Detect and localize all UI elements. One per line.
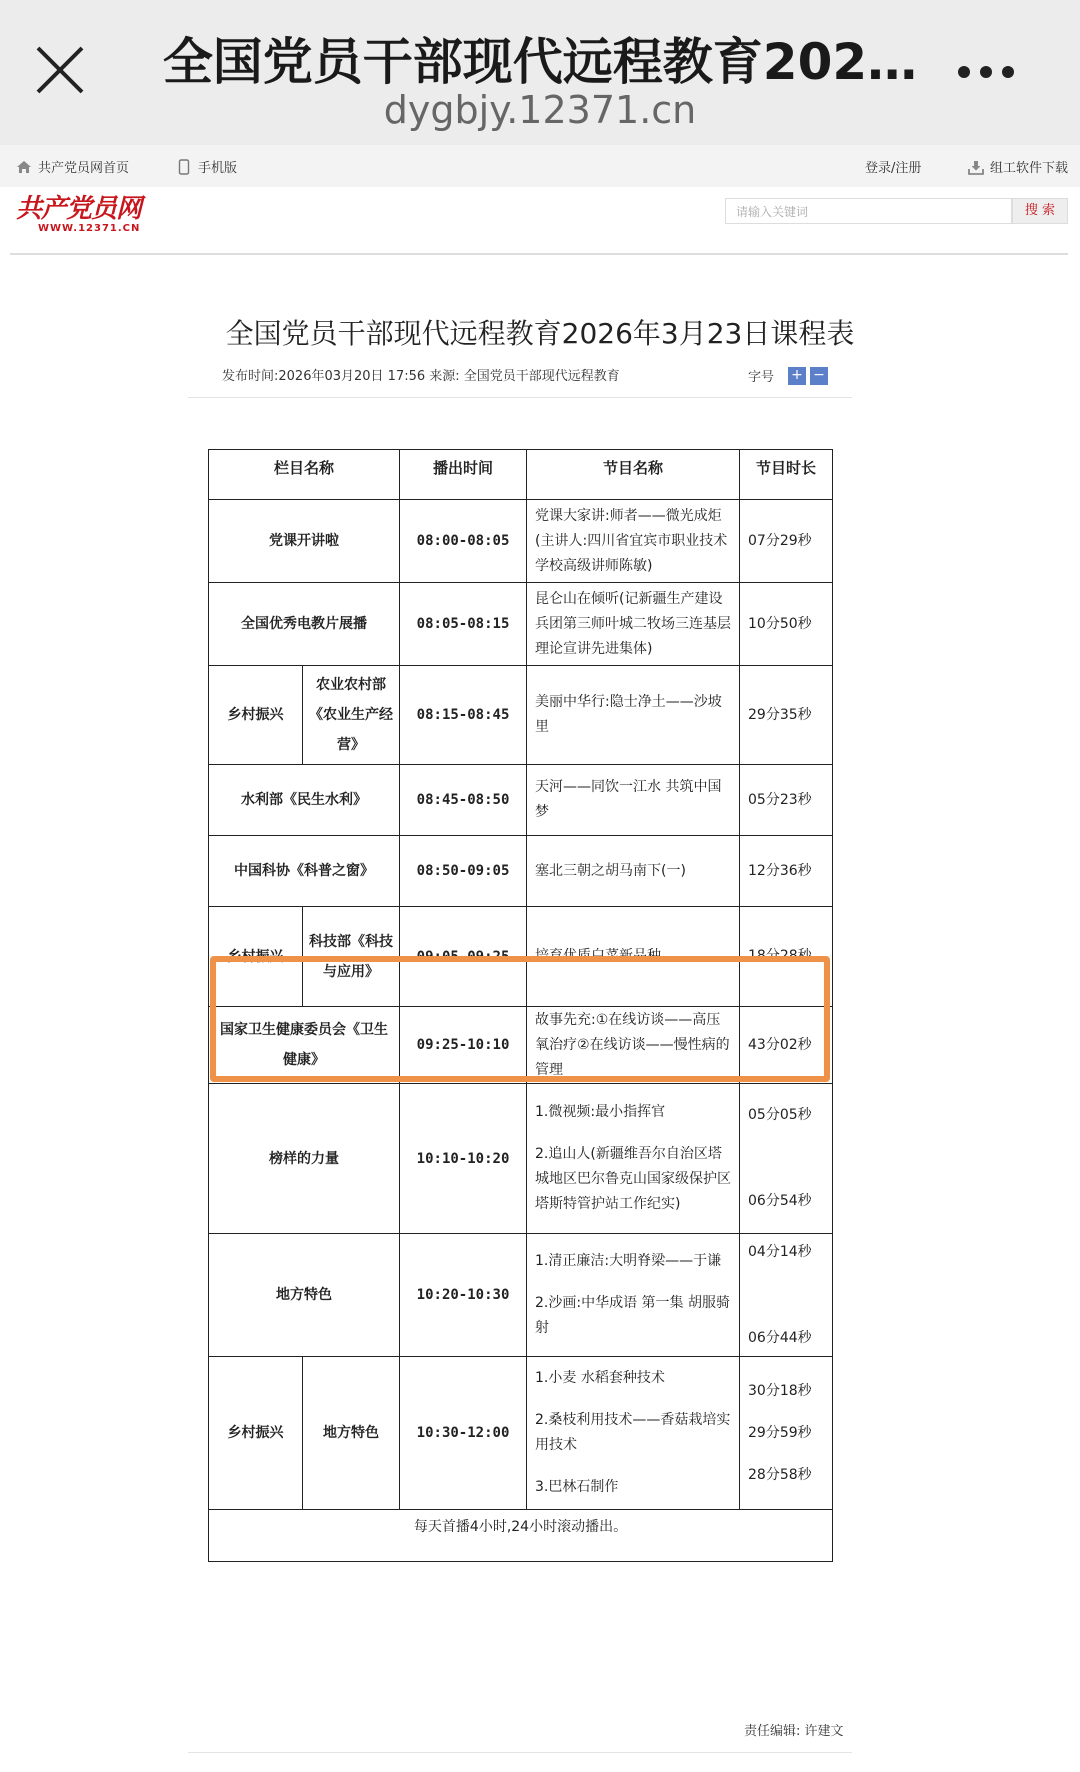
font-size-label: 字号	[748, 370, 775, 385]
responsible-editor: 责任编辑: 许建文	[744, 1724, 844, 1739]
site-logo[interactable]	[16, 195, 146, 240]
program-name-cell: 塞北三朝之胡马南下(一)	[527, 836, 740, 907]
duration-cell: 18分28秒	[740, 907, 833, 1007]
column-name-cell: 榜样的力量	[209, 1084, 400, 1234]
search-button[interactable]: 搜 索	[1012, 198, 1068, 224]
air-time-cell: 10:10-10:20	[400, 1084, 527, 1234]
category-cell: 乡村振兴	[209, 907, 303, 1007]
column-name-cell: 国家卫生健康委员会《卫生健康》	[209, 1007, 400, 1084]
browser-url: dygbjy.12371.cn	[383, 88, 697, 132]
air-time-cell: 09:05-09:25	[400, 907, 527, 1007]
duration-item: 05分05秒	[748, 1107, 812, 1123]
duration-cell	[740, 1357, 833, 1510]
phone-icon	[176, 159, 192, 175]
table-row	[209, 765, 833, 836]
footer-divider	[188, 1752, 852, 1753]
schedule-table	[208, 449, 833, 1562]
duration-cell: 43分02秒	[740, 1007, 833, 1084]
program-item: 2.桑枝利用技术——香菇栽培实用技术	[535, 1412, 731, 1453]
logo-text: 共产党员网	[16, 194, 142, 224]
table-row	[209, 500, 833, 583]
program-item: 1.清正廉洁:大明脊梁——于谦	[535, 1253, 722, 1269]
duration-item: 29分59秒	[748, 1424, 812, 1441]
program-name-cell: 党课大家讲:师者——微光成炬(主讲人:四川省宜宾市职业技术学校高级讲师陈敏)	[527, 500, 740, 583]
program-name-cell	[527, 1084, 740, 1234]
nav-login-link[interactable]	[865, 157, 921, 176]
program-name-cell: 故事先充:①在线访谈——高压氧治疗②在线访谈——慢性病的管理	[527, 1007, 740, 1084]
table-row	[209, 836, 833, 907]
air-time-cell: 08:45-08:50	[400, 765, 527, 836]
table-row	[209, 1007, 833, 1084]
table-footer-note: 每天首播4小时,24小时滚动播出。	[209, 1510, 833, 1562]
duration-item: 06分54秒	[748, 1193, 812, 1209]
table-row	[209, 1357, 833, 1510]
subcategory-cell: 农业农村部《农业生产经营》	[303, 666, 400, 765]
nav-login-label: 登录/注册	[865, 161, 922, 176]
font-size-control	[748, 366, 828, 385]
duration-item: 30分18秒	[748, 1382, 812, 1399]
program-name-cell	[527, 1357, 740, 1510]
duration-cell	[740, 1234, 833, 1357]
site-nav-bar	[0, 145, 1080, 187]
more-menu-icon[interactable]	[958, 52, 1048, 92]
browser-page-title: 全国党员干部现代远程教育202…	[162, 33, 918, 91]
duration-cell: 07分29秒	[740, 500, 833, 583]
header-air-time: 播出时间	[400, 450, 527, 500]
air-time-cell: 08:50-09:05	[400, 836, 527, 907]
subcategory-cell: 科技部《科技与应用》	[303, 907, 400, 1007]
program-item: 1.微视频:最小指挥官	[535, 1104, 666, 1120]
program-item: 3.巴林石制作	[535, 1479, 619, 1495]
article-meta: 发布时间:2026年03月20日 17:56 来源: 全国党员干部现代远程教育	[222, 369, 620, 384]
duration-cell: 10分50秒	[740, 583, 833, 666]
column-name-cell: 地方特色	[209, 1234, 400, 1357]
duration-cell: 29分35秒	[740, 666, 833, 765]
program-item: 2.追山人(新疆维吾尔自治区塔城地区巴尔鲁克山国家级保护区塔斯特管护站工作纪实)	[535, 1146, 732, 1212]
download-icon	[968, 159, 984, 175]
font-increase-button[interactable]: +	[788, 367, 806, 385]
table-footer-row	[209, 1510, 833, 1562]
logo-url: WWW.12371.CN	[38, 223, 141, 234]
table-row-highlighted	[209, 907, 833, 1007]
air-time-cell: 08:05-08:15	[400, 583, 527, 666]
program-item: 2.沙画:中华成语 第一集 胡服骑射	[535, 1295, 730, 1336]
table-row	[209, 1234, 833, 1357]
category-cell: 乡村振兴	[209, 666, 303, 765]
nav-mobile-label: 手机版	[198, 161, 238, 176]
program-name-cell: 美丽中华行:隐士净土——沙坡里	[527, 666, 740, 765]
air-time-cell: 10:20-10:30	[400, 1234, 527, 1357]
duration-item: 28分58秒	[748, 1466, 812, 1483]
table-header-row	[209, 450, 833, 500]
article-title: 全国党员干部现代远程教育2026年3月23日课程表	[225, 317, 855, 350]
subcategory-cell: 地方特色	[303, 1357, 400, 1510]
home-icon	[16, 159, 32, 175]
header-duration: 节目时长	[740, 450, 833, 500]
table-row	[209, 1084, 833, 1234]
close-icon[interactable]	[30, 40, 90, 100]
program-item: 1.小麦 水稻套种技术	[535, 1370, 665, 1386]
air-time-cell: 10:30-12:00	[400, 1357, 527, 1510]
air-time-cell: 08:15-08:45	[400, 666, 527, 765]
program-name-cell: 昆仑山在倾听(记新疆生产建设兵团第三师叶城二牧场三连基层理论宣讲先进集体)	[527, 583, 740, 666]
category-cell: 乡村振兴	[209, 1357, 303, 1510]
air-time-cell: 08:00-08:05	[400, 500, 527, 583]
nav-home-label: 共产党员网首页	[38, 161, 130, 176]
header-divider	[10, 253, 1068, 255]
duration-item: 04分14秒	[748, 1243, 812, 1260]
program-name-cell	[527, 1234, 740, 1357]
nav-home-link[interactable]	[16, 157, 129, 176]
duration-cell	[740, 1084, 833, 1234]
duration-item: 06分44秒	[748, 1329, 812, 1346]
nav-download-link[interactable]	[968, 157, 1068, 176]
program-name-cell: 天河——同饮一江水 共筑中国梦	[527, 765, 740, 836]
nav-download-label: 组工软件下载	[990, 161, 1069, 176]
nav-mobile-link[interactable]	[176, 157, 237, 176]
table-row	[209, 666, 833, 765]
browser-top-bar	[0, 0, 1080, 145]
article-divider	[188, 397, 852, 398]
search-input[interactable]: 请输入关键词	[725, 198, 1012, 224]
header-program-name: 节目名称	[527, 450, 740, 500]
column-name-cell: 水利部《民生水利》	[209, 765, 400, 836]
header-column-name: 栏目名称	[209, 450, 400, 500]
column-name-cell: 中国科协《科普之窗》	[209, 836, 400, 907]
table-row	[209, 583, 833, 666]
air-time-cell: 09:25-10:10	[400, 1007, 527, 1084]
program-name-cell: 培育优质白菜新品种	[527, 907, 740, 1007]
duration-cell: 05分23秒	[740, 765, 833, 836]
duration-cell: 12分36秒	[740, 836, 833, 907]
column-name-cell: 党课开讲啦	[209, 500, 400, 583]
font-decrease-button[interactable]: −	[810, 367, 828, 385]
column-name-cell: 全国优秀电教片展播	[209, 583, 400, 666]
